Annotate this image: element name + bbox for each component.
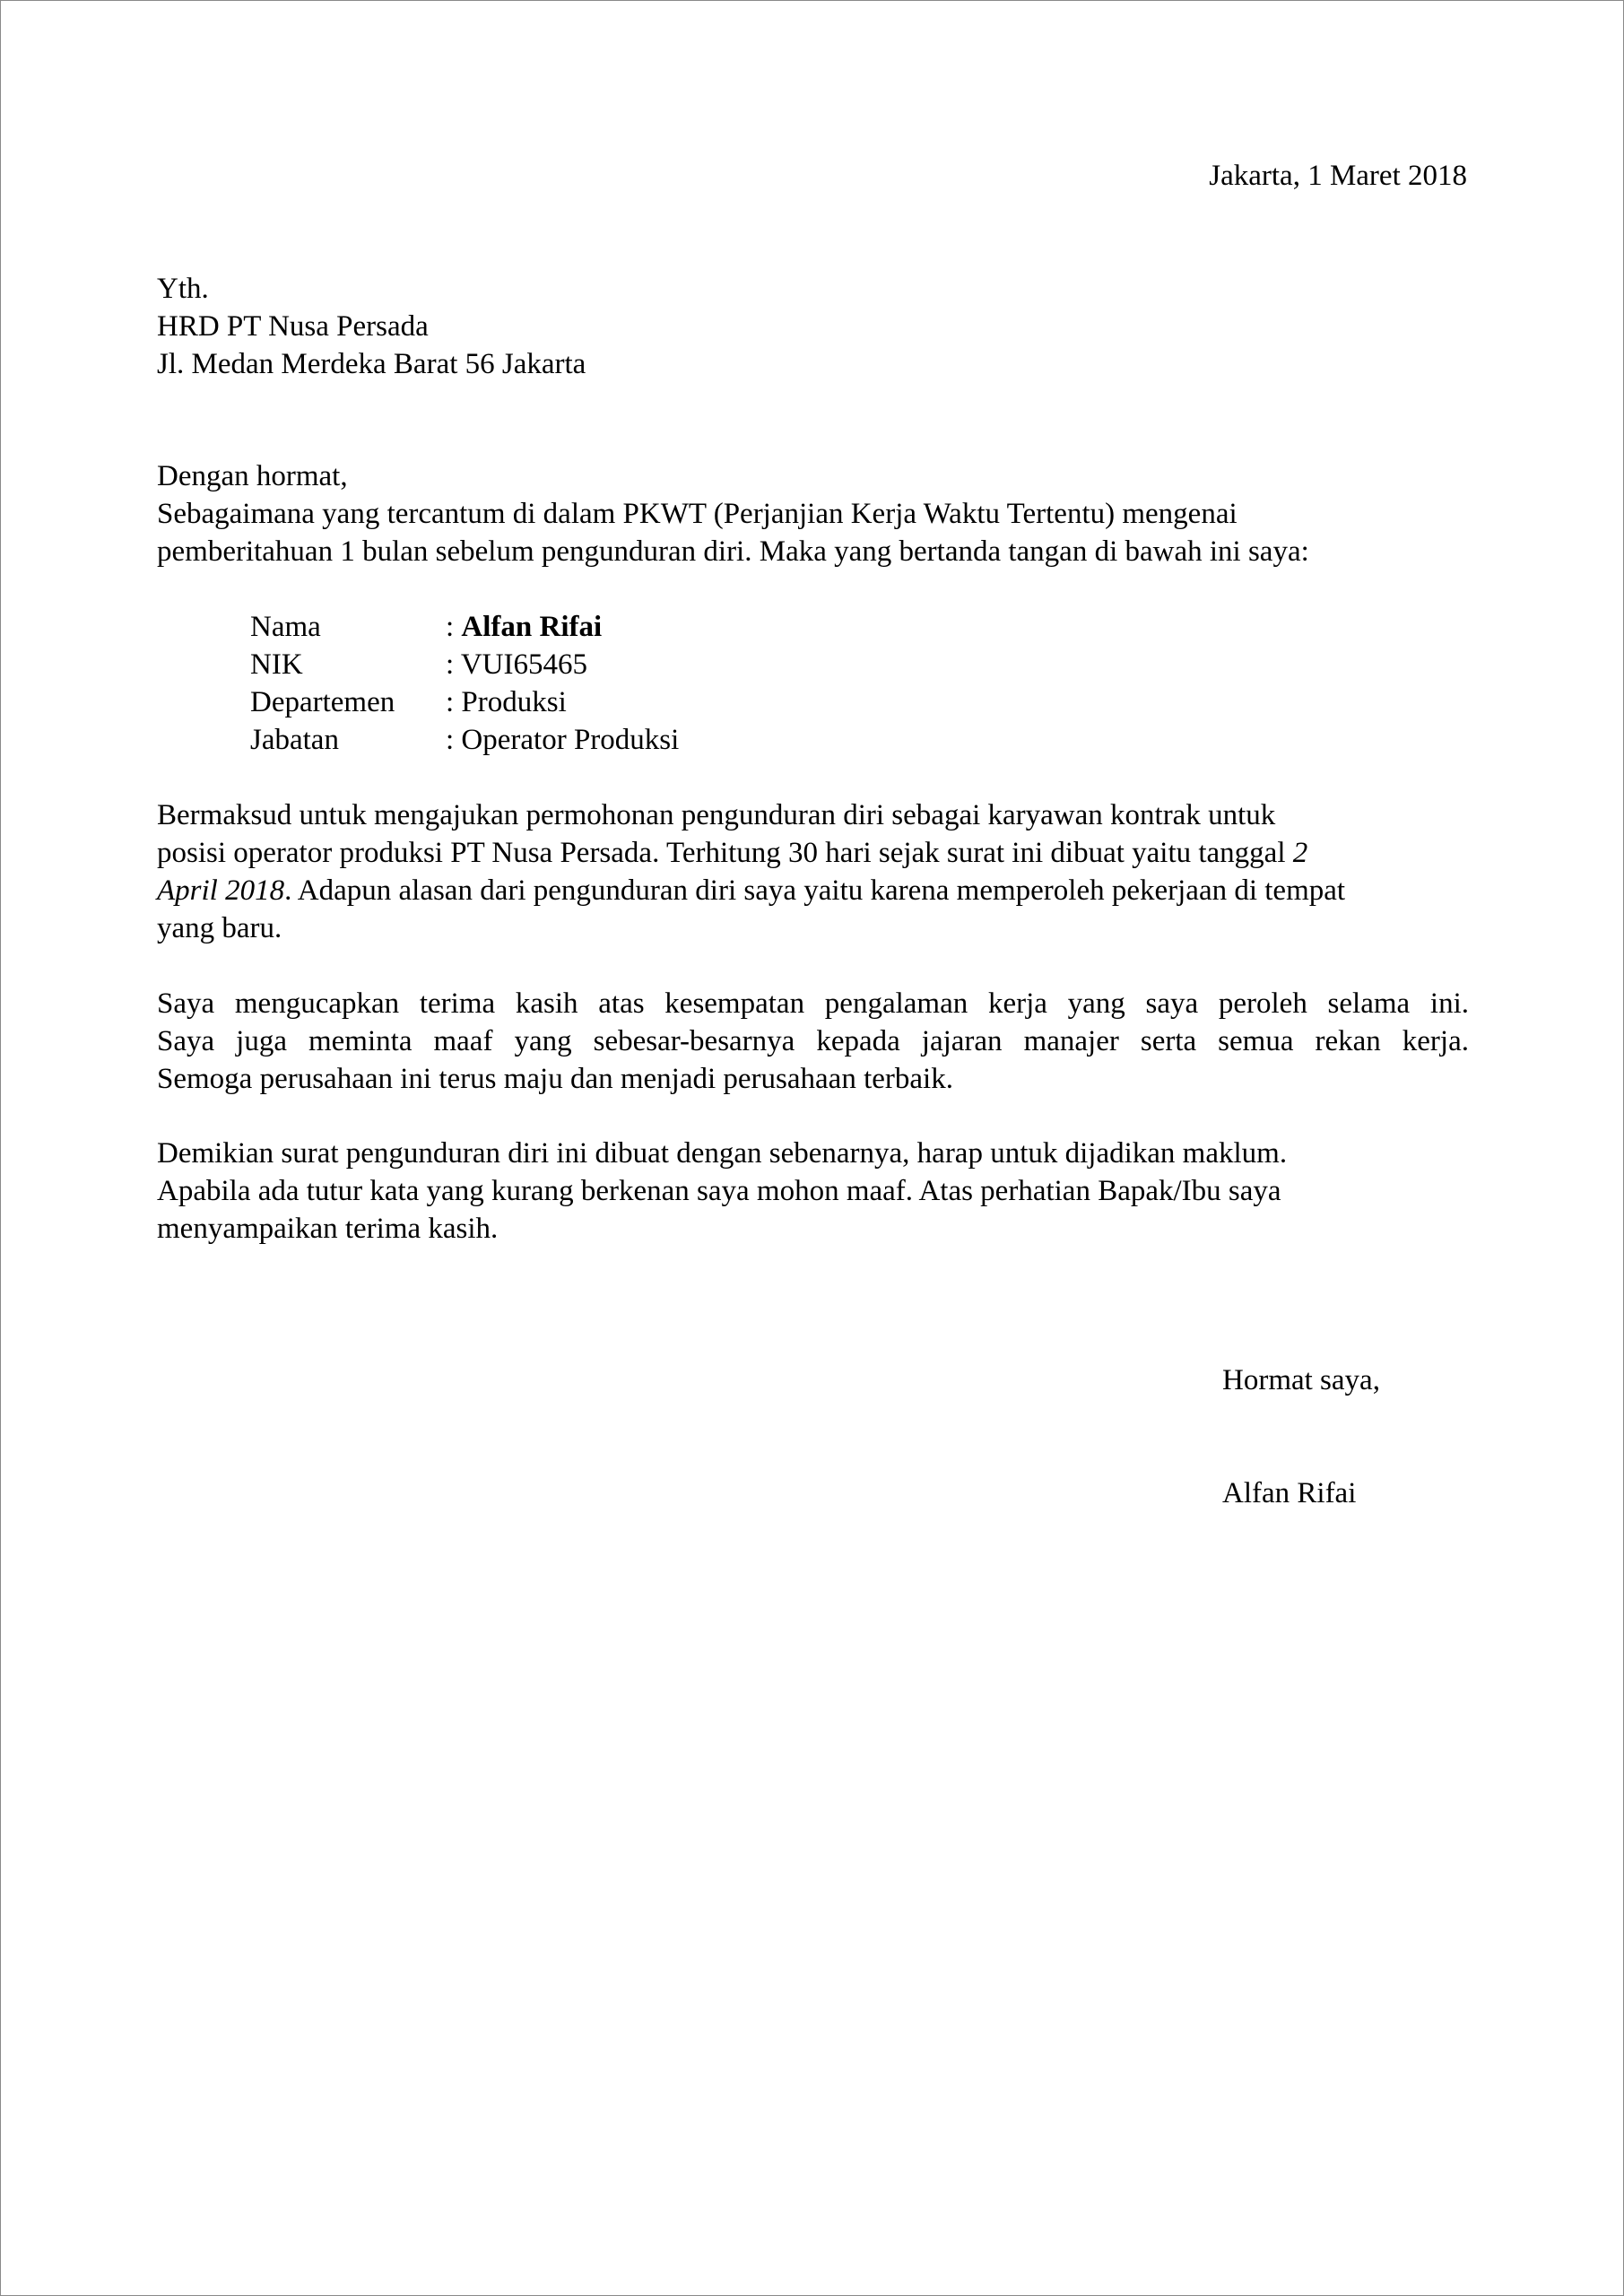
closing-salutation: Hormat saya, [1222, 1364, 1380, 1396]
resign-date-part: April 2018 [157, 874, 285, 907]
intro-line: Sebagaimana yang tercantum di dalam PKWT (Perjanjian Kerja Waktu Tertentu) mengenai [157, 498, 1238, 530]
identity-row-nik [250, 646, 679, 683]
identity-label: Departemen [250, 686, 395, 718]
greeting: Dengan hormat, [157, 460, 348, 492]
intro-line: pemberitahuan 1 bulan sebelum pengunduran diri. Maka yang bertanda tangan di bawah ini saya: [157, 535, 1309, 568]
recipient-address: Jl. Medan Merdeka Barat 56 Jakarta [157, 348, 586, 380]
opening-block [157, 457, 1469, 570]
identity-value: : Operator Produksi [446, 724, 680, 756]
paragraph-line: Saya juga meminta maaf yang sebesar-besarnya kepada jajaran manajer serta semua rekan kerja. [157, 1025, 1469, 1057]
recipient-block [157, 270, 586, 383]
paragraph-line [157, 872, 1469, 909]
recipient-salutation: Yth. [157, 273, 209, 305]
identity-label: Jabatan [250, 724, 339, 756]
employee-name: Alfan Rifai [461, 611, 603, 643]
identity-row-departemen [250, 683, 679, 721]
paragraph-text: posisi operator produksi PT Nusa Persada. Terhitung 30 hari sejak surat ini dibuat yaitu tanggal [157, 837, 1293, 869]
paragraph-text: . Adapun alasan dari pengunduran diri saya yaitu karena memperoleh pekerjaan di tempat [284, 874, 1346, 907]
identity-value: : Produksi [446, 686, 567, 718]
identity-value [446, 608, 602, 646]
signer-name: Alfan Rifai [1222, 1477, 1357, 1509]
paragraph-line: yang baru. [157, 912, 282, 944]
paragraph-thanks [157, 985, 1469, 1098]
identity-value: : VUI65465 [446, 648, 587, 681]
identity-label: Nama [250, 611, 321, 643]
paragraph-line: Bermaksud untuk mengajukan permohonan pengunduran diri sebagai karyawan kontrak untuk [157, 799, 1276, 831]
paragraph-line [157, 834, 1469, 872]
paragraph-resignation [157, 796, 1469, 947]
identity-colon: : [446, 611, 462, 643]
identity-row-jabatan [250, 721, 679, 759]
identity-table [250, 608, 679, 759]
identity-row-nama [250, 608, 679, 646]
paragraph-closing [157, 1135, 1469, 1248]
recipient-name: HRD PT Nusa Persada [157, 310, 429, 343]
resign-date-part: 2 [1292, 837, 1308, 869]
paragraph-line: menyampaikan terima kasih. [157, 1213, 499, 1245]
paragraph-line: Demikian surat pengunduran diri ini dibuat dengan sebenarnya, harap untuk dijadikan maklum. [157, 1137, 1288, 1170]
paragraph-line: Saya mengucapkan terima kasih atas kesempatan pengalaman kerja yang saya peroleh selama ini. [157, 987, 1469, 1020]
letter-date: Jakarta, 1 Maret 2018 [1209, 160, 1467, 192]
identity-label: NIK [250, 648, 303, 681]
paragraph-line: Semoga perusahaan ini terus maju dan menjadi perusahaan terbaik. [157, 1063, 953, 1095]
paragraph-line: Apabila ada tutur kata yang kurang berkenan saya mohon maaf. Atas perhatian Bapak/Ibu saya [157, 1175, 1281, 1207]
